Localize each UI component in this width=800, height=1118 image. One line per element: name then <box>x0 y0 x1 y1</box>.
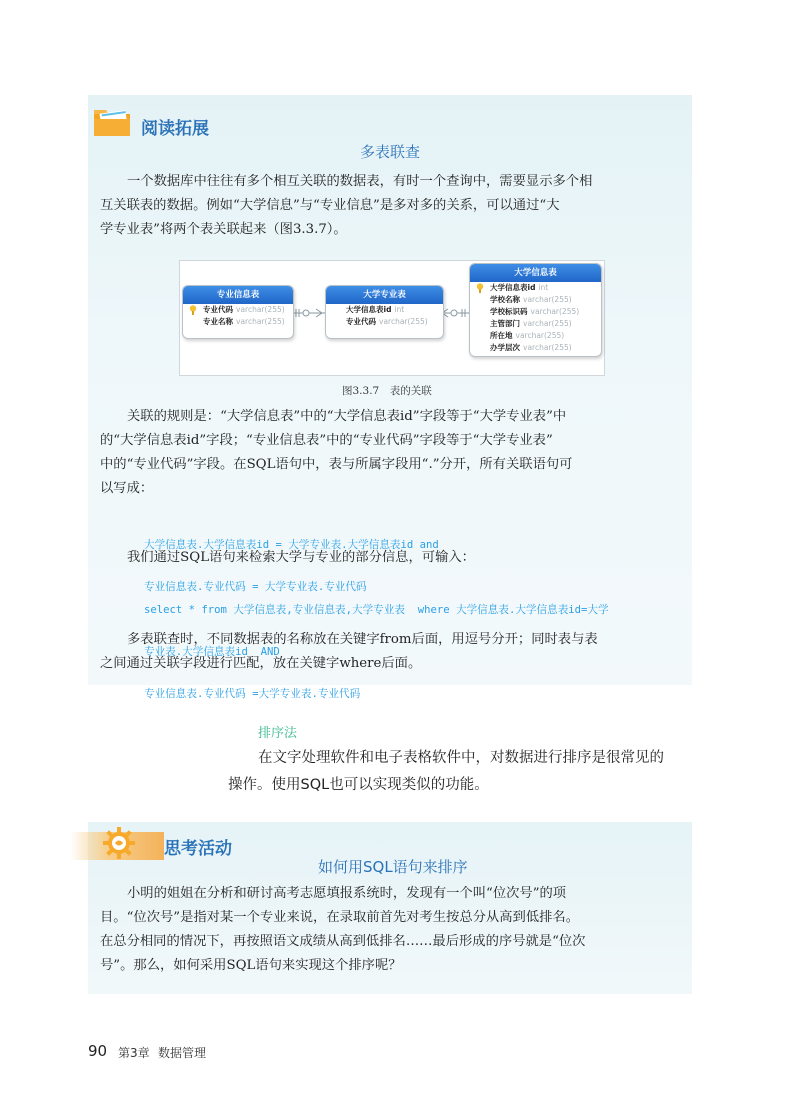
key-icon <box>476 283 484 293</box>
thinking-line: 小明的姐姐在分析和研讨高考志愿填报系统时，发现有一个叫“位次号”的项 <box>127 886 567 901</box>
page-number: 90 <box>88 1042 108 1060</box>
table-title: 大学专业表 <box>326 286 443 304</box>
table-university-info <box>469 263 602 357</box>
folder-icon <box>92 106 132 138</box>
outro-paragraph <box>100 628 688 676</box>
table-major-info <box>182 285 294 339</box>
thinking-paragraph <box>100 882 688 978</box>
key-icon <box>189 305 197 315</box>
table-field: 所在地 varchar(255) <box>490 331 565 340</box>
sorting-title: 排序法 <box>258 726 298 741</box>
table-field: 主管部门 varchar(255) <box>490 319 572 328</box>
table-field: 学校名称 varchar(255) <box>490 295 572 304</box>
table-title: 专业信息表 <box>183 286 293 304</box>
table-field: 办学层次 varchar(255) <box>490 343 572 352</box>
table-field: 专业代码 varchar(255) <box>183 304 293 316</box>
thinking-line: 在总分相同的情况下，再按照语文成绩从高到低排名……最后形成的序号就是“位次 <box>100 934 586 949</box>
intro-line: 一个数据库中往往有多个相互关联的数据表，有时一个查询中，需要显示多个相 <box>127 174 593 189</box>
outro-line: 之间通过关联字段进行匹配，放在关键字where后面。 <box>100 656 422 671</box>
thinking-line: 号”。那么，如何采用SQL语句来实现这个排序呢？ <box>100 958 402 973</box>
intro-line: 学专业表”将两个表关联起来（图3.3.7）。 <box>100 222 347 237</box>
code-line: 专业信息表.专业代码 =大学专业表.专业代码 <box>144 688 361 700</box>
code-line: select * from 大学信息表,专业信息表,大学专业表 where 大学信息表.大学信息表id=大学 <box>144 604 609 616</box>
figure-caption: 图3.3.7 表的关联 <box>342 385 432 397</box>
intro-paragraph <box>100 170 688 242</box>
sorting-paragraph <box>228 745 698 799</box>
table-field: 大学信息表id int <box>346 305 405 314</box>
table-relation-diagram <box>179 260 605 376</box>
table-field: 学校标识码 varchar(255) <box>490 307 580 316</box>
rule-line: 中的“专业代码”字段。在SQL语句中，表与所属字段用“.”分开，所有关联语句可 <box>100 457 573 472</box>
intro-line: 互关联表的数据。例如“大学信息”与“专业信息”是多对多的关系，可以通过“大 <box>100 198 560 213</box>
table-title: 大学信息表 <box>470 264 601 282</box>
rule-line: 的“大学信息表id”字段；“专业信息表”中的“专业代码”字段等于“大学专业表” <box>100 433 553 448</box>
chapter-label: 第3章 <box>118 1046 150 1060</box>
reading-subtitle: 多表联查 <box>360 143 421 161</box>
rule-line: 关联的规则是：“大学信息表”中的“大学信息表id”字段等于“大学专业表”中 <box>127 409 567 424</box>
thinking-heading: 思考活动 <box>164 839 232 859</box>
chapter-title: 数据管理 <box>158 1046 207 1060</box>
table-university-major <box>325 285 444 339</box>
code-line: 专业表.大学信息表id AND <box>144 646 280 658</box>
table-field: 大学信息表id int <box>470 282 601 294</box>
table-field: 专业名称 varchar(255) <box>203 317 285 326</box>
sorting-line: 操作。使用SQL也可以实现类似的功能。 <box>228 777 489 793</box>
reading-heading: 阅读拓展 <box>141 119 209 139</box>
outro-line: 多表联查时，不同数据表的名称放在关键字from后面，用逗号分开；同时表与表 <box>127 632 598 647</box>
table-field: 专业代码 varchar(255) <box>346 317 428 326</box>
thinking-line: 目。“位次号”是指对某一个专业来说，在录取前首先对考生按总分从高到低排名。 <box>100 910 579 925</box>
rule-paragraph <box>100 405 688 501</box>
code-line: 大学信息表.大学信息表id = 大学专业表.大学信息表id and <box>144 539 439 551</box>
rule-line: 以写成： <box>100 481 154 496</box>
code-line: 专业信息表.专业代码 = 大学专业表.专业代码 <box>144 581 367 593</box>
gear-icon <box>102 826 136 860</box>
query-intro: 我们通过SQL语句来检索大学与专业的部分信息，可输入： <box>127 550 475 565</box>
thinking-subtitle: 如何用SQL语句来排序 <box>318 858 468 876</box>
sorting-line: 在文字处理软件和电子表格软件中，对数据进行排序是很常见的 <box>258 750 664 766</box>
